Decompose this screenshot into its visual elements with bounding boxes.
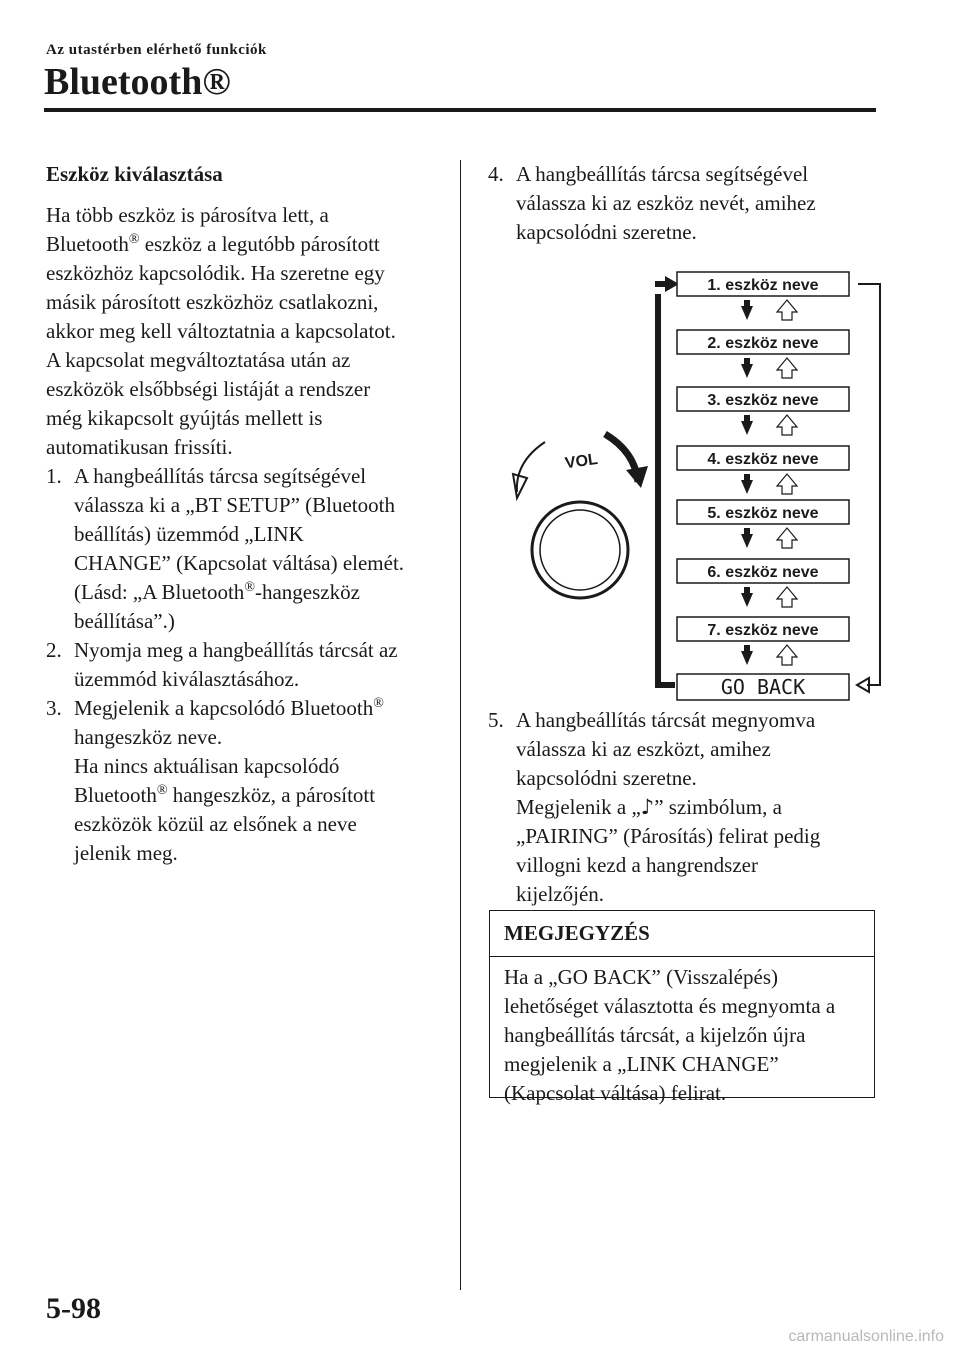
watermark: carmanualsonline.info xyxy=(788,1328,944,1345)
down-arrow-stem xyxy=(744,300,750,307)
step-3: 3. Megjelenik a kapcsolódó Bluetooth® hangeszköz neve. Ha nincs aktuálisan kapcsolódó Bluetooth® hangeszköz, a párosított eszközök közül az elsőnek a neve jelenik meg. xyxy=(46,694,446,868)
registered-mark: ® xyxy=(373,696,384,711)
step-number: 5. xyxy=(488,708,504,732)
step-number: 4. xyxy=(488,162,504,186)
volume-knob-icon xyxy=(532,451,628,598)
section-heading: Eszköz kiválasztása xyxy=(46,162,223,186)
device-selection-diagram xyxy=(505,262,890,707)
down-arrow-icon xyxy=(741,364,753,378)
section-label: Az utastérben elérhető funkciók xyxy=(46,42,267,58)
registered-mark: ® xyxy=(244,580,255,595)
device-name-label: 5. eszköz neve xyxy=(707,505,819,522)
down-arrow-stem xyxy=(744,587,750,594)
down-arrow-stem xyxy=(744,528,750,535)
device-name-label: 2. eszköz neve xyxy=(707,335,819,352)
up-arrow-outline-icon xyxy=(777,358,797,378)
down-arrow-icon xyxy=(741,306,753,320)
step-4: 4. A hangbeállítás tárcsa segítségével válassza ki az eszköz nevét, amihez kapcsolódni szeretne. xyxy=(488,160,878,247)
page-number: 5-98 xyxy=(46,1292,101,1325)
header-rule xyxy=(44,108,876,112)
down-arrow-icon xyxy=(741,480,753,494)
up-arrow-outline-icon xyxy=(777,645,797,665)
page-title: Bluetooth® xyxy=(44,61,231,103)
rotate-right-arrow-icon xyxy=(605,434,648,488)
down-arrow-icon xyxy=(741,651,753,665)
down-arrow-stem xyxy=(744,415,750,422)
note-body: Ha a „GO BACK” (Visszalépés) lehetőséget választotta és megnyomta a hangbeállítás tárcsát, a kijelzőn újra megjelenik a „LINK CHANGE” (Kapcsolat váltása) felirat. xyxy=(504,965,836,1105)
device-name-label: 3. eszköz neve xyxy=(707,392,819,409)
up-arrow-outline-icon xyxy=(777,415,797,435)
loop-back-up-arrow-icon xyxy=(655,276,679,685)
intro-paragraph: Ha több eszköz is párosítva lett, a Bluetooth® eszköz a legutóbb párosított eszközhöz kapcsolódik. Ha szeretne egy másik párosított eszközhöz csatlakozni, akkor meg kell változtatnia a kapcsolatot. A kapcsolat megváltoztatása után az eszközök elsőbbségi listáját a rendszer még kikapcsolt gyújtás mellett is automatikusan frissíti. xyxy=(46,203,396,459)
registered-mark: ® xyxy=(128,232,140,247)
down-arrow-stem xyxy=(744,358,750,365)
down-arrow-icon xyxy=(741,593,753,607)
down-arrow-stem xyxy=(744,645,750,652)
down-arrow-icon xyxy=(741,534,753,548)
step-number: 2. xyxy=(46,638,62,662)
registered-mark: ® xyxy=(156,783,168,798)
device-name-label: 7. eszköz neve xyxy=(707,622,819,639)
note-title: MEGJEGYZÉS xyxy=(490,911,874,957)
right-column xyxy=(488,160,878,247)
step-1: 1. A hangbeállítás tárcsa segítségével válassza ki a „BT SETUP” (Bluetooth beállítás) üzemmód „LINK CHANGE” (Kapcsolat váltása) elemét. (Lásd: „A Bluetooth®-hangeszköz beállítása”.) xyxy=(46,462,446,636)
step-number: 3. xyxy=(46,696,62,720)
rotate-left-arrow-icon xyxy=(513,442,545,498)
step-number: 1. xyxy=(46,464,62,488)
loop-forward-outline-arrow-icon xyxy=(857,280,880,692)
step-5-container xyxy=(488,706,878,909)
go-back-label: GO BACK xyxy=(720,675,806,699)
left-column xyxy=(46,160,446,868)
device-name-label: 4. eszköz neve xyxy=(707,451,819,468)
bluetooth-note-icon: ♪ xyxy=(640,795,655,819)
up-arrow-outline-icon xyxy=(777,474,797,494)
device-name-label: 6. eszköz neve xyxy=(707,564,819,581)
up-arrow-outline-icon xyxy=(777,587,797,607)
device-name-label: 1. eszköz neve xyxy=(707,277,819,294)
step-5: 5. A hangbeállítás tárcsát megnyomva válassza ki az eszközt, amihez kapcsolódni szeretne. Megjelenik a „♪” szimbólum, a „PAIRING” (Párosítás) felirat pedig villogni kezd a hangrendszer kijelzőjén. xyxy=(488,706,878,909)
column-divider xyxy=(460,160,461,1290)
up-arrow-outline-icon xyxy=(777,528,797,548)
knob-label: VOL xyxy=(563,450,599,473)
down-arrow-stem xyxy=(744,474,750,481)
up-arrow-outline-icon xyxy=(777,300,797,320)
step-2: 2. Nyomja meg a hangbeállítás tárcsát az üzemmód kiválasztásához. xyxy=(46,636,446,694)
down-arrow-icon xyxy=(741,421,753,435)
note-box xyxy=(489,910,875,1105)
